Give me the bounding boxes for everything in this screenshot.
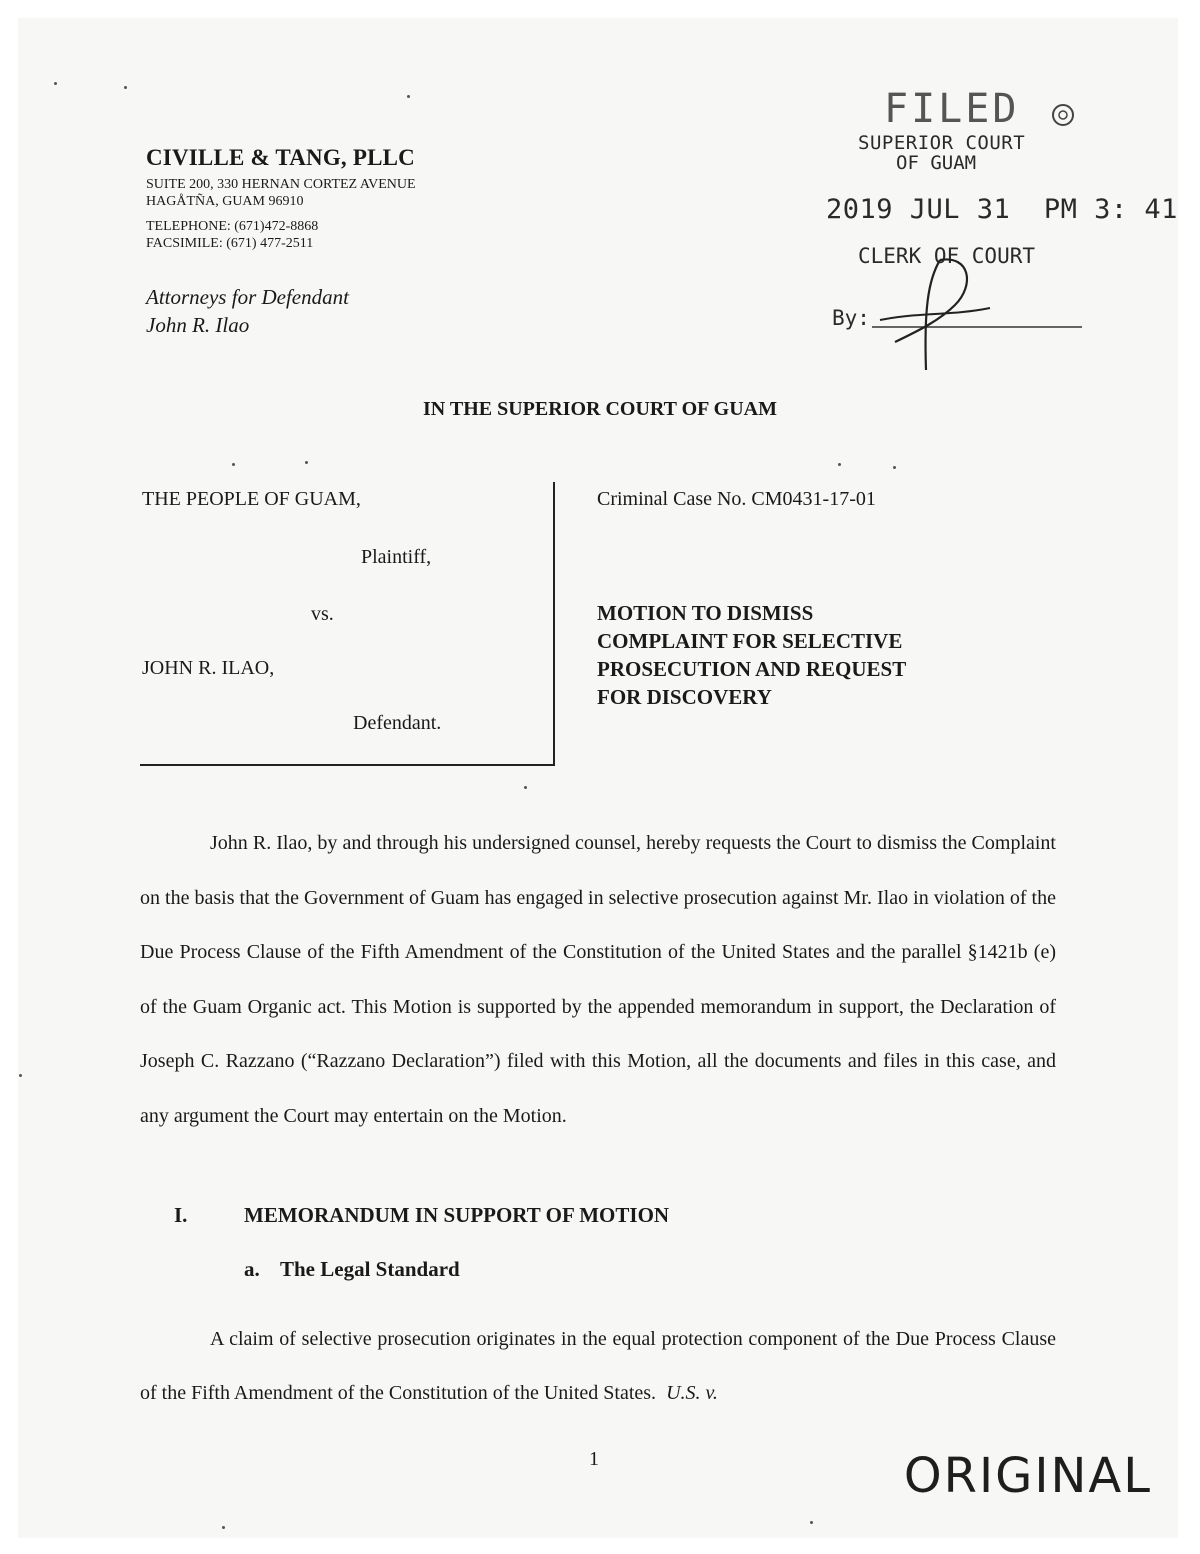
scan-speck [407,95,410,98]
legal-standard-paragraph [140,1312,1056,1420]
scan-speck [19,1074,22,1077]
section-title: MEMORANDUM IN SUPPORT OF MOTION [244,1203,670,1227]
plaintiff-name: THE PEOPLE OF GUAM, [142,488,361,510]
filed-stamp: FILED [884,86,1020,132]
scan-speck [810,1521,813,1524]
stamp-court-line2: OF GUAM [896,152,977,174]
citation-start: U.S. v. [666,1382,718,1404]
subsection-title: The Legal Standard [280,1257,460,1281]
firm-name: CIVILLE & TANG, PLLC [146,145,415,170]
motion-title-line: MOTION TO DISMISS [597,601,814,625]
caption-divider-vertical [553,482,555,766]
stamp-date-time: 2019 JUL 31 PM 3: 41 [826,194,1178,225]
firm-address-line1: SUITE 200, 330 HERNAN CORTEZ AVENUE [146,177,416,192]
scan-speck [54,82,57,85]
seal-icon [1048,100,1078,130]
stamp-court-line1: SUPERIOR COURT [858,132,1026,154]
versus-label: vs. [311,603,334,625]
scan-speck [222,1526,225,1529]
court-title: IN THE SUPERIOR COURT OF GUAM [423,398,777,420]
defendant-name: JOHN R. ILAO, [142,657,275,679]
motion-title-line: COMPLAINT FOR SELECTIVE [597,629,903,653]
scan-speck [124,86,127,89]
original-stamp: ORIGINAL [903,1448,1152,1504]
defendant-role: Defendant. [353,712,442,734]
intro-paragraph: John R. Ilao, by and through his undersigned counsel, hereby requests the Court to dismiss the Complaint on the basis that the Government of Guam has engaged in selective prosecution against Mr. Ilao in violation of the Due Process Clause of the Fifth Amendment of the Constitution of the United States and the parallel §1421b (e) of the Guam Organic act. This Motion is supported by the appended memorandum in support, the Declaration of Joseph C. Razzano (“Razzano Declaration”) filed with this Motion, all the documents and files in this case, and any argument the Court may entertain on the Motion. [140,832,1056,1127]
motion-title [597,599,906,711]
scan-speck [893,466,896,469]
scan-speck [305,461,308,464]
clerk-signature [860,250,1090,375]
motion-title-line: PROSECUTION AND REQUEST [597,657,907,681]
firm-facsimile: FACSIMILE: (671) 477-2511 [146,236,314,251]
caption-divider-horizontal [140,764,555,766]
section-number: I. [174,1203,188,1227]
page-number: 1 [589,1448,599,1470]
subsection-label: a. [244,1257,260,1281]
client-name: John R. Ilao [146,313,250,337]
scan-speck [232,463,235,466]
case-number: Criminal Case No. CM0431-17-01 [597,488,876,510]
attorneys-for-label: Attorneys for Defendant [146,285,349,309]
scan-speck [838,463,841,466]
motion-title-line: FOR DISCOVERY [597,685,772,709]
stamp-by-label: By: [832,306,870,330]
stamp-clerk: CLERK OF COURT [858,244,1036,268]
firm-address-line2: HAGÅTÑA, GUAM 96910 [146,194,304,209]
plaintiff-role: Plaintiff, [361,546,432,568]
firm-telephone: TELEPHONE: (671)472-8868 [146,219,319,234]
legal-standard-text: A claim of selective prosecution originates in the equal protection component of the Due Process Clause of the Fifth Amendment of the Constitution of the United States. [140,1328,1056,1404]
scan-speck [524,786,527,789]
